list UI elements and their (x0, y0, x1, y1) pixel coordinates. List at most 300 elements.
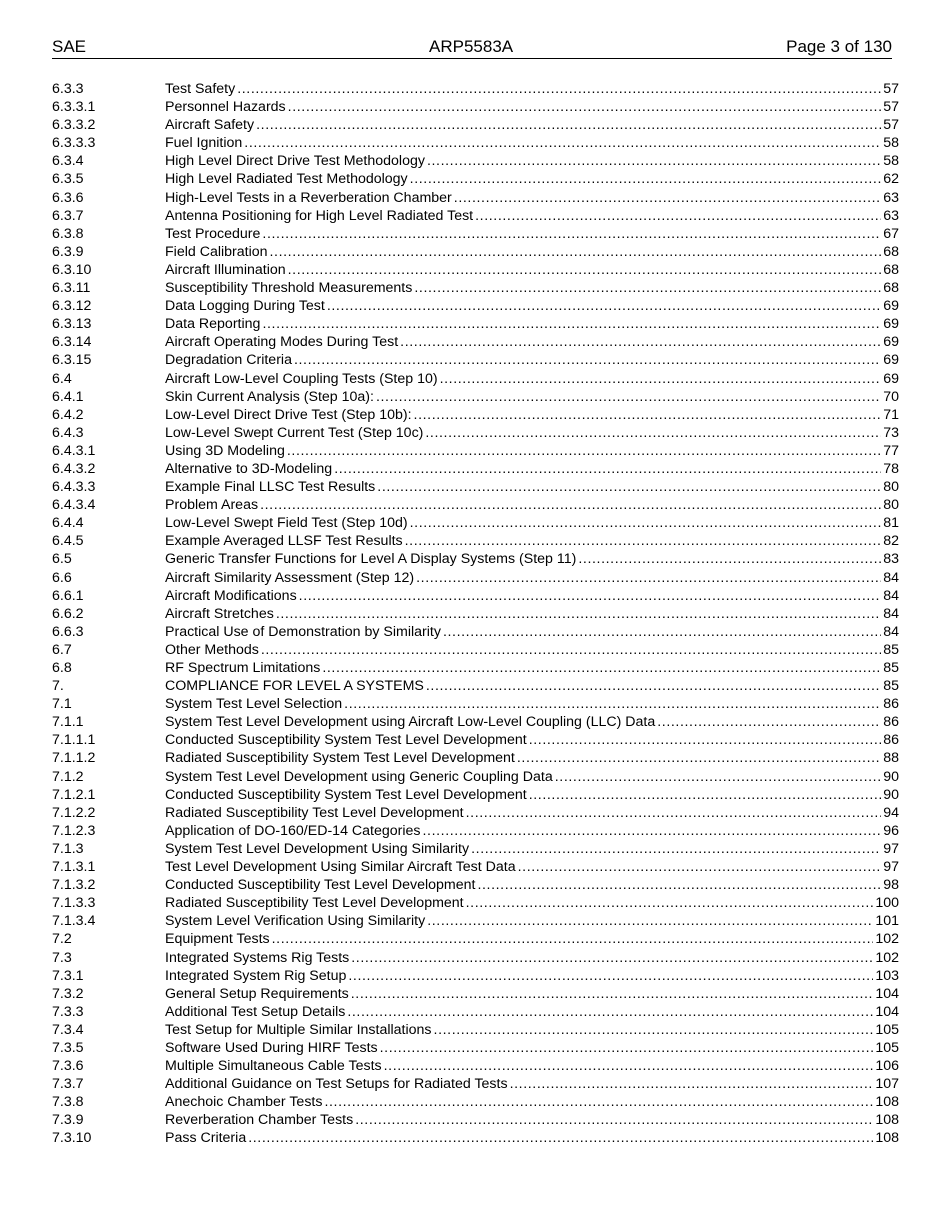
toc-page-number: 58 (883, 135, 899, 152)
toc-section-title: Application of DO-160/ED-14 Categories (165, 822, 421, 839)
toc-entry-line (165, 876, 899, 894)
toc-entry[interactable] (52, 333, 899, 351)
toc-page-number: 90 (883, 768, 899, 785)
toc-entry[interactable] (52, 623, 899, 641)
toc-section-title: RF Spectrum Limitations (165, 660, 321, 676)
toc-dot-leader (262, 315, 881, 333)
toc-entry-line (165, 858, 899, 876)
toc-dot-leader (414, 279, 881, 297)
toc-dot-leader (377, 478, 881, 496)
toc-section-title: System Test Level Development Using Similarity (165, 840, 470, 857)
toc-dot-leader (351, 949, 873, 967)
toc-entry-line (165, 587, 899, 605)
toc-dot-leader (529, 786, 882, 804)
toc-section-title: Radiated Susceptibility System Test Level Development (165, 750, 515, 767)
toc-entry[interactable] (52, 351, 899, 369)
toc-entry-line (165, 550, 899, 568)
toc-entry-line (165, 424, 899, 442)
toc-entry-line (165, 1093, 899, 1111)
toc-section-number: 7.3.3 (52, 1003, 84, 1020)
toc-section-number: 7.3.5 (52, 1039, 84, 1056)
toc-page-number: 96 (883, 822, 899, 839)
toc-entry-line (165, 333, 899, 351)
toc-page-number: 90 (883, 786, 899, 803)
toc-section-number: 7.1.3.4 (52, 913, 96, 930)
toc-entry[interactable] (52, 442, 899, 460)
toc-entry-line (165, 406, 899, 424)
toc-page-number: 86 (883, 714, 899, 731)
toc-dot-leader (443, 623, 881, 641)
toc-section-number: 6.4.5 (52, 533, 84, 550)
toc-entry-line (165, 605, 899, 623)
toc-page-number: 68 (883, 280, 899, 297)
toc-section-title: Example Final LLSC Test Results (165, 479, 376, 496)
toc-dot-leader (410, 170, 882, 188)
toc-section-number: 6.3.5 (52, 171, 84, 188)
toc-dot-leader (657, 713, 881, 731)
toc-section-number: 7.3.7 (52, 1076, 84, 1093)
toc-entry[interactable] (52, 605, 899, 623)
toc-dot-leader (262, 225, 881, 243)
toc-dot-leader (440, 370, 882, 388)
toc-section-number: 7.3.2 (52, 985, 84, 1002)
toc-entry[interactable] (52, 388, 899, 406)
toc-section-number: 6.3.8 (52, 225, 84, 242)
toc-dot-leader (475, 207, 881, 225)
toc-entry-line (165, 80, 899, 98)
toc-entry-line (165, 695, 899, 713)
toc-section-number: 6.4.3 (52, 424, 84, 441)
toc-page-number: 68 (883, 261, 899, 278)
toc-entry-line (165, 207, 899, 225)
toc-dot-leader (414, 406, 882, 424)
toc-dot-leader (244, 134, 881, 152)
toc-page-number: 106 (875, 1058, 899, 1075)
toc-section-title: Additional Test Setup Details (165, 1003, 346, 1020)
toc-dot-leader (555, 768, 881, 786)
toc-dot-leader (355, 1111, 873, 1129)
toc-section-number: 6.6 (52, 569, 72, 586)
toc-section-number: 6.4.3.4 (52, 497, 96, 514)
toc-entry-line (165, 315, 899, 333)
toc-page-number: 108 (875, 1130, 899, 1147)
toc-page-number: 103 (875, 967, 899, 984)
toc-entry-line (165, 279, 899, 297)
toc-entry[interactable] (52, 641, 899, 659)
toc-entry[interactable] (52, 840, 899, 858)
header-document-id: ARP5583A (429, 37, 514, 56)
toc-entry[interactable] (52, 1003, 899, 1021)
toc-entry-line (165, 677, 899, 695)
toc-page-number: 97 (883, 859, 899, 876)
toc-section-number: 6.3.6 (52, 189, 84, 206)
toc-entry-line (165, 822, 899, 840)
toc-dot-leader (270, 243, 882, 261)
toc-entry[interactable] (52, 98, 899, 116)
toc-page-number: 85 (883, 641, 899, 658)
toc-dot-leader (276, 605, 881, 623)
toc-page-number: 84 (883, 605, 899, 622)
toc-entry[interactable] (52, 279, 899, 297)
toc-section-title: Aircraft Modifications (165, 587, 297, 604)
toc-dot-leader (454, 189, 881, 207)
toc-dot-leader (288, 261, 882, 279)
toc-page-number: 69 (883, 298, 899, 315)
toc-dot-leader (344, 695, 881, 713)
toc-section-number: 7. (52, 678, 64, 695)
toc-section-title: Fuel Ignition (165, 135, 243, 152)
toc-entry[interactable] (52, 786, 899, 804)
toc-entry-line (165, 243, 899, 261)
toc-dot-leader (260, 496, 881, 514)
toc-dot-leader (510, 1075, 874, 1093)
toc-section-title: Generic Transfer Functions for Level A Display Systems (Step 11) (165, 551, 577, 568)
toc-entry[interactable] (52, 189, 899, 207)
toc-section-title: Conducted Susceptibility System Test Level Development (165, 786, 527, 803)
toc-entry[interactable] (52, 713, 899, 731)
toc-entry-line (165, 116, 899, 134)
toc-page-number: 108 (875, 1112, 899, 1129)
toc-section-number: 6.3.14 (52, 334, 92, 351)
toc-page-number: 86 (883, 732, 899, 749)
toc-page-number: 69 (883, 352, 899, 369)
toc-section-title: Personnel Hazards (165, 99, 286, 116)
toc-entry[interactable] (52, 749, 899, 767)
toc-page-number: 88 (883, 750, 899, 767)
toc-dot-leader (405, 532, 882, 550)
toc-entry[interactable] (52, 514, 899, 532)
toc-section-number: 6.3.3.1 (52, 99, 96, 116)
toc-dot-leader (427, 912, 873, 930)
toc-entry[interactable] (52, 731, 899, 749)
toc-entry-line (165, 261, 899, 279)
toc-dot-leader (294, 351, 881, 369)
toc-entry-line (165, 478, 899, 496)
toc-entry[interactable] (52, 261, 899, 279)
toc-entry[interactable] (52, 587, 899, 605)
toc-dot-leader (517, 749, 881, 767)
toc-section-number: 7.1.2.2 (52, 804, 96, 821)
toc-section-number: 6.3.12 (52, 298, 92, 315)
toc-entry[interactable] (52, 152, 899, 170)
toc-dot-leader (324, 1093, 873, 1111)
toc-entry-line (165, 840, 899, 858)
toc-page-number: 83 (883, 551, 899, 568)
toc-entry[interactable] (52, 876, 899, 894)
toc-page-number: 70 (883, 388, 899, 405)
toc-entry-line (165, 532, 899, 550)
toc-entry[interactable] (52, 569, 899, 587)
toc-dot-leader (299, 587, 882, 605)
toc-entry[interactable] (52, 478, 899, 496)
toc-section-number: 6.4.3.2 (52, 460, 96, 477)
toc-page-number: 63 (883, 189, 899, 206)
toc-dot-leader (351, 985, 874, 1003)
toc-entry[interactable] (52, 1075, 899, 1093)
toc-section-number: 6.4.3.3 (52, 479, 96, 496)
toc-entry-line (165, 1075, 899, 1093)
toc-entry-line (165, 930, 899, 948)
toc-dot-leader (237, 80, 881, 98)
toc-page-number: 80 (883, 497, 899, 514)
toc-section-number: 7.1.2.1 (52, 786, 96, 803)
toc-section-title: High-Level Tests in a Reverberation Chamber (165, 189, 452, 206)
toc-section-number: 7.1.3.1 (52, 859, 96, 876)
toc-entry[interactable] (52, 894, 899, 912)
toc-page-number: 77 (883, 442, 899, 459)
toc-section-title: Radiated Susceptibility Test Level Development (165, 804, 464, 821)
toc-page-number: 82 (883, 533, 899, 550)
toc-page-number: 104 (875, 985, 899, 1002)
toc-dot-leader (287, 442, 881, 460)
toc-dot-leader (322, 659, 881, 677)
toc-section-number: 6.8 (52, 660, 72, 676)
toc-section-title: Antenna Positioning for High Level Radiated Test (165, 207, 474, 224)
toc-entry[interactable] (52, 1111, 899, 1129)
toc-entry[interactable] (52, 370, 899, 388)
toc-entry-line (165, 98, 899, 116)
toc-section-title: High Level Direct Drive Test Methodology (165, 153, 425, 170)
toc-entry[interactable] (52, 315, 899, 333)
toc-entry-line (165, 297, 899, 315)
toc-section-number: 6.4.2 (52, 406, 84, 423)
toc-section-title: Example Averaged LLSF Test Results (165, 533, 403, 550)
toc-entry[interactable] (52, 170, 899, 188)
toc-page-number: 105 (875, 1039, 899, 1056)
toc-entry-line (165, 713, 899, 731)
toc-dot-leader (348, 967, 873, 985)
table-of-contents (52, 80, 899, 1148)
toc-entry[interactable] (52, 406, 899, 424)
toc-entry[interactable] (52, 424, 899, 442)
toc-section-number: 6.4 (52, 370, 72, 387)
toc-section-number: 7.1.3 (52, 840, 84, 857)
toc-dot-leader (466, 804, 882, 822)
toc-dot-leader (261, 641, 881, 659)
toc-entry[interactable] (52, 659, 899, 677)
toc-dot-leader (466, 894, 874, 912)
toc-section-title: Using 3D Modeling (165, 442, 285, 459)
toc-page-number: 100 (875, 895, 899, 912)
toc-page-number: 105 (875, 1021, 899, 1038)
toc-section-title: General Setup Requirements (165, 985, 349, 1002)
toc-section-title: Aircraft Low-Level Coupling Tests (Step 10) (165, 370, 438, 387)
toc-entry[interactable] (52, 912, 899, 930)
toc-page-number: 67 (883, 225, 899, 242)
toc-dot-leader (477, 876, 881, 894)
toc-page-number: 84 (883, 569, 899, 586)
toc-page-number: 102 (875, 949, 899, 966)
toc-page-number: 62 (883, 171, 899, 188)
toc-section-title: Data Reporting (165, 316, 261, 333)
toc-dot-leader (578, 550, 881, 568)
toc-entry[interactable] (52, 460, 899, 478)
toc-section-number: 6.5 (52, 551, 72, 568)
toc-dot-leader (518, 858, 882, 876)
toc-dot-leader (471, 840, 881, 858)
toc-entry[interactable] (52, 1129, 899, 1147)
toc-entry-line (165, 370, 899, 388)
toc-section-number: 6.4.3.1 (52, 442, 96, 459)
toc-page-number: 73 (883, 424, 899, 441)
toc-page-number: 68 (883, 243, 899, 260)
toc-entry[interactable] (52, 1057, 899, 1075)
toc-page-number: 107 (875, 1076, 899, 1093)
toc-entry-line (165, 170, 899, 188)
toc-entry[interactable] (52, 550, 899, 568)
toc-entry[interactable] (52, 225, 899, 243)
toc-page-number: 71 (883, 406, 899, 423)
toc-page-number: 63 (883, 207, 899, 224)
toc-dot-leader (376, 388, 881, 406)
toc-section-number: 7.3.6 (52, 1058, 84, 1075)
toc-entry[interactable] (52, 80, 899, 98)
toc-section-number: 6.3.9 (52, 243, 84, 260)
toc-section-title: Low-Level Direct Drive Test (Step 10b): (165, 406, 412, 423)
toc-dot-leader (416, 569, 881, 587)
toc-section-title: Data Logging During Test (165, 298, 325, 315)
toc-entry-line (165, 496, 899, 514)
toc-section-title: Practical Use of Demonstration by Similarity (165, 623, 441, 640)
toc-entry-line (165, 623, 899, 641)
toc-section-title: Low-Level Swept Field Test (Step 10d) (165, 515, 408, 532)
toc-section-number: 7.2 (52, 931, 72, 948)
toc-section-title: Multiple Simultaneous Cable Tests (165, 1058, 382, 1075)
toc-section-title: Software Used During HIRF Tests (165, 1039, 378, 1056)
toc-entry[interactable] (52, 677, 899, 695)
toc-page-number: 85 (883, 678, 899, 695)
toc-section-title: Field Calibration (165, 243, 268, 260)
toc-section-number: 7.3.10 (52, 1130, 92, 1147)
toc-section-number: 6.3.3.3 (52, 135, 96, 152)
toc-entry-line (165, 949, 899, 967)
toc-section-number: 6.7 (52, 641, 72, 658)
toc-entry-line (165, 659, 899, 677)
toc-dot-leader (423, 822, 882, 840)
toc-entry-line (165, 1021, 899, 1039)
toc-section-title: Other Methods (165, 641, 259, 658)
toc-dot-leader (248, 1129, 873, 1147)
toc-entry-line (165, 786, 899, 804)
toc-section-title: Equipment Tests (165, 931, 270, 948)
toc-dot-leader (529, 731, 882, 749)
toc-section-number: 6.4.4 (52, 515, 84, 532)
toc-dot-leader (272, 930, 874, 948)
toc-section-title: System Test Level Development using Generic Coupling Data (165, 768, 553, 785)
toc-section-title: Pass Criteria (165, 1130, 247, 1147)
toc-entry[interactable] (52, 858, 899, 876)
toc-section-title: Test Level Development Using Similar Aircraft Test Data (165, 859, 516, 876)
toc-section-number: 6.3.3.2 (52, 117, 96, 134)
toc-page-number: 84 (883, 587, 899, 604)
toc-section-title: Aircraft Similarity Assessment (Step 12) (165, 569, 415, 586)
toc-section-number: 7.1.2 (52, 768, 84, 785)
toc-section-number: 7.1.1.2 (52, 750, 96, 767)
toc-dot-leader (256, 116, 881, 134)
toc-section-title: Radiated Susceptibility Test Level Development (165, 895, 464, 912)
toc-entry[interactable] (52, 967, 899, 985)
toc-entry-line (165, 894, 899, 912)
toc-entry[interactable] (52, 297, 899, 315)
toc-entry[interactable] (52, 804, 899, 822)
toc-section-number: 6.3.15 (52, 352, 92, 369)
toc-section-number: 6.6.3 (52, 623, 84, 640)
toc-page-number: 57 (883, 81, 899, 97)
toc-entry[interactable] (52, 1093, 899, 1111)
toc-dot-leader (425, 424, 881, 442)
toc-page-number: 84 (883, 623, 899, 640)
toc-entry-line (165, 152, 899, 170)
toc-entry[interactable] (52, 134, 899, 152)
toc-entry[interactable] (52, 243, 899, 261)
toc-entry[interactable] (52, 695, 899, 713)
toc-section-title: Skin Current Analysis (Step 10a): (165, 388, 374, 405)
toc-page-number: 85 (883, 660, 899, 676)
toc-page-number: 69 (883, 334, 899, 351)
toc-page-number: 69 (883, 370, 899, 387)
toc-entry[interactable] (52, 985, 899, 1003)
toc-dot-leader (434, 1021, 874, 1039)
toc-section-number: 7.3.8 (52, 1094, 84, 1111)
toc-page-number: 104 (875, 1003, 899, 1020)
toc-entry[interactable] (52, 1021, 899, 1039)
toc-entry[interactable] (52, 822, 899, 840)
toc-entry[interactable] (52, 116, 899, 134)
toc-section-number: 7.3.9 (52, 1112, 84, 1129)
toc-entry[interactable] (52, 1039, 899, 1057)
toc-section-number: 6.3.10 (52, 261, 92, 278)
toc-section-number: 6.3.13 (52, 316, 92, 333)
toc-dot-leader (427, 152, 881, 170)
toc-page-number: 58 (883, 153, 899, 170)
toc-entry-line (165, 912, 899, 930)
header-page-number: Page 3 of 130 (786, 37, 892, 56)
toc-section-title: Aircraft Illumination (165, 261, 286, 278)
toc-entry[interactable] (52, 532, 899, 550)
toc-section-number: 6.3.4 (52, 153, 84, 170)
toc-dot-leader (410, 514, 882, 532)
toc-entry-line (165, 967, 899, 985)
toc-page-number: 81 (883, 515, 899, 532)
toc-entry-line (165, 189, 899, 207)
toc-entry[interactable] (52, 207, 899, 225)
toc-section-number: 6.4.1 (52, 388, 84, 405)
toc-dot-leader (347, 1003, 873, 1021)
toc-section-title: Test Safety (165, 81, 236, 97)
toc-entry-line (165, 985, 899, 1003)
toc-section-title: Reverberation Chamber Tests (165, 1112, 354, 1129)
toc-section-number: 7.3.4 (52, 1021, 84, 1038)
toc-section-title: Problem Areas (165, 497, 259, 514)
toc-page-number: 97 (883, 840, 899, 857)
toc-page-number: 102 (875, 931, 899, 948)
toc-entry[interactable] (52, 496, 899, 514)
toc-section-number: 7.1.3.3 (52, 895, 96, 912)
toc-page-number: 69 (883, 316, 899, 333)
toc-section-title: Anechoic Chamber Tests (165, 1094, 323, 1111)
toc-section-title: Degradation Criteria (165, 352, 292, 369)
toc-page-number: 101 (875, 913, 899, 930)
toc-dot-leader (334, 460, 881, 478)
toc-section-title: Low-Level Swept Current Test (Step 10c) (165, 424, 424, 441)
toc-section-title: Conducted Susceptibility Test Level Development (165, 877, 476, 894)
toc-entry[interactable] (52, 949, 899, 967)
toc-section-title: System Test Level Selection (165, 696, 343, 713)
toc-entry-line (165, 569, 899, 587)
toc-section-number: 6.3.7 (52, 207, 84, 224)
toc-entry[interactable] (52, 768, 899, 786)
toc-entry[interactable] (52, 930, 899, 948)
